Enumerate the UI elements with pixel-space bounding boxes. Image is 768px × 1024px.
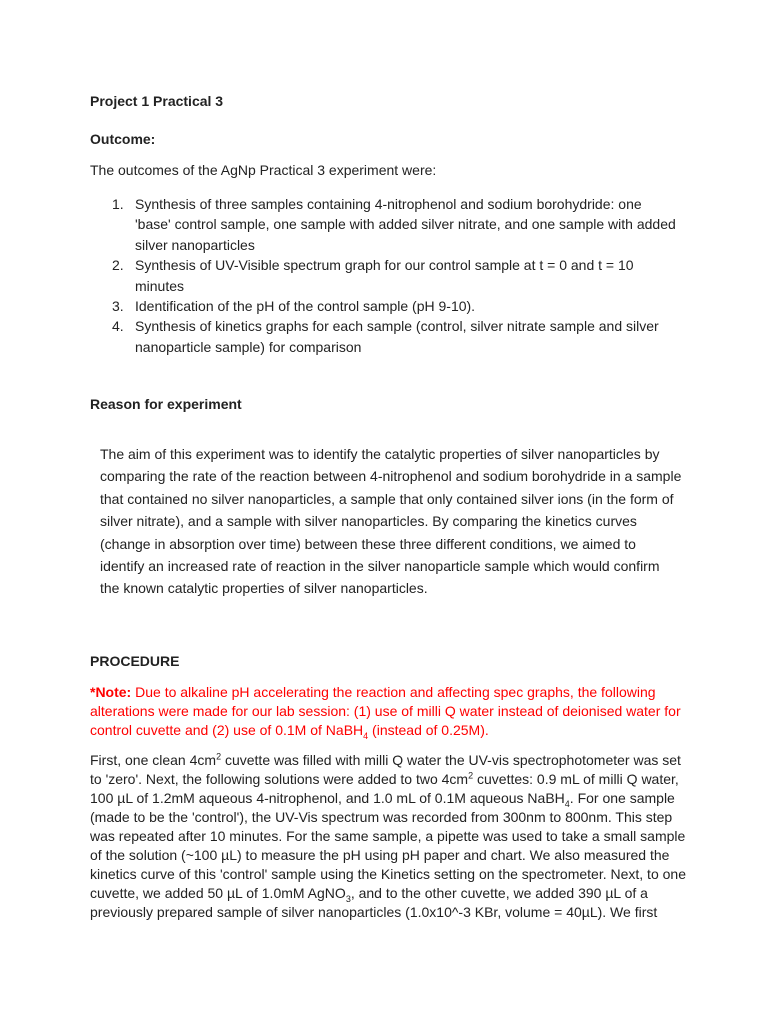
procedure-text-3: cuvettes: 0.9 mL of milli Q water, 100 µL of 1.2mM aqueous 4-nitrophenol, and 1.0 mL of 0.1M aqueous NaBH: [90, 771, 679, 806]
procedure-text-1: First, one clean 4cm: [90, 752, 217, 768]
procedure-superscript-2: 2: [468, 770, 474, 781]
procedure-text-5: , and to the other cuvette, we added 390 µL of a previously prepared sample of silver nanoparticles (1.0x10^-3 KBr, volume = 40µL). We first: [90, 885, 658, 920]
procedure-superscript-1: 2: [216, 751, 222, 762]
note-text-part1: Due to alkaline pH accelerating the reaction and affecting spec graphs, the following alterations were made for our lab session: (1) use of milli Q water instead of deionised water for control cuvette and (2) use of 0.1M of NaBH: [90, 684, 681, 738]
procedure-subscript-2: 3: [345, 893, 351, 904]
list-item-text: Synthesis of three samples containing 4-nitrophenol and sodium borohydride: one 'base' control sample, one sample with added silver nitrate, and one sample with added silver nanoparticles: [135, 196, 676, 253]
procedure-note: [90, 683, 690, 740]
list-number: 3.: [112, 298, 124, 315]
document-title: Project 1 Practical 3: [90, 93, 224, 109]
list-item: [90, 296, 680, 316]
procedure-text-4: . For one sample (made to be the 'control'), the UV-Vis spectrum was recorded from 300nm to 800nm. This step was repeated after 10 minutes. For the same sample, a pipette was used to take a small sample of the solution (~100 µL) to measure the pH using pH paper and chart. We also measured the kinetics curve of this 'control' sample using the Kinetics setting on the spectrometer. Next, to one cuvette, we added 50 µL of 1.0mM AgNO: [90, 790, 686, 901]
note-subscript: 4: [363, 730, 369, 741]
reason-heading: Reason for experiment: [90, 396, 242, 412]
procedure-body: [90, 751, 690, 922]
note-text-part2: (instead of 0.25M).: [368, 722, 489, 738]
outcome-intro: The outcomes of the AgNp Practical 3 experiment were:: [90, 162, 437, 178]
note-label: *Note:: [90, 684, 132, 700]
outcome-heading: Outcome:: [90, 131, 156, 147]
list-number: 4.: [112, 318, 124, 335]
procedure-subscript-1: 4: [564, 798, 570, 809]
list-item: [90, 194, 680, 255]
list-item: [90, 316, 680, 357]
list-item: [90, 255, 680, 296]
outcome-list: [90, 194, 680, 357]
reason-body: The aim of this experiment was to identify the catalytic properties of silver nanoparticles by comparing the rate of the reaction between 4-nitrophenol and sodium borohydride in a sample that contained no silver nanoparticles, a sample that only contained silver ions (in the form of silver nitrate), and a sample with silver nanoparticles. By comparing the kinetics curves (change in absorption over time) between these three different conditions, we aimed to identify an increased rate of reaction in the silver nanoparticle sample which would confirm the known catalytic properties of silver nanoparticles.: [100, 446, 682, 597]
list-item-text: Identification of the pH of the control sample (pH 9-10).: [135, 298, 476, 315]
list-item-text: Synthesis of UV-Visible spectrum graph for our control sample at t = 0 and t = 10 minutes: [135, 257, 634, 294]
procedure-text-2: cuvette was filled with milli Q water the UV-vis spectrophotometer was set to 'zero'. Next, the following solutions were added to two 4cm: [90, 752, 681, 787]
list-number: 2.: [112, 257, 124, 274]
procedure-heading: PROCEDURE: [90, 653, 180, 669]
list-number: 1.: [112, 196, 124, 212]
list-item-text: Synthesis of kinetics graphs for each sample (control, silver nitrate sample and silver nanoparticle sample) for comparison: [135, 318, 659, 355]
